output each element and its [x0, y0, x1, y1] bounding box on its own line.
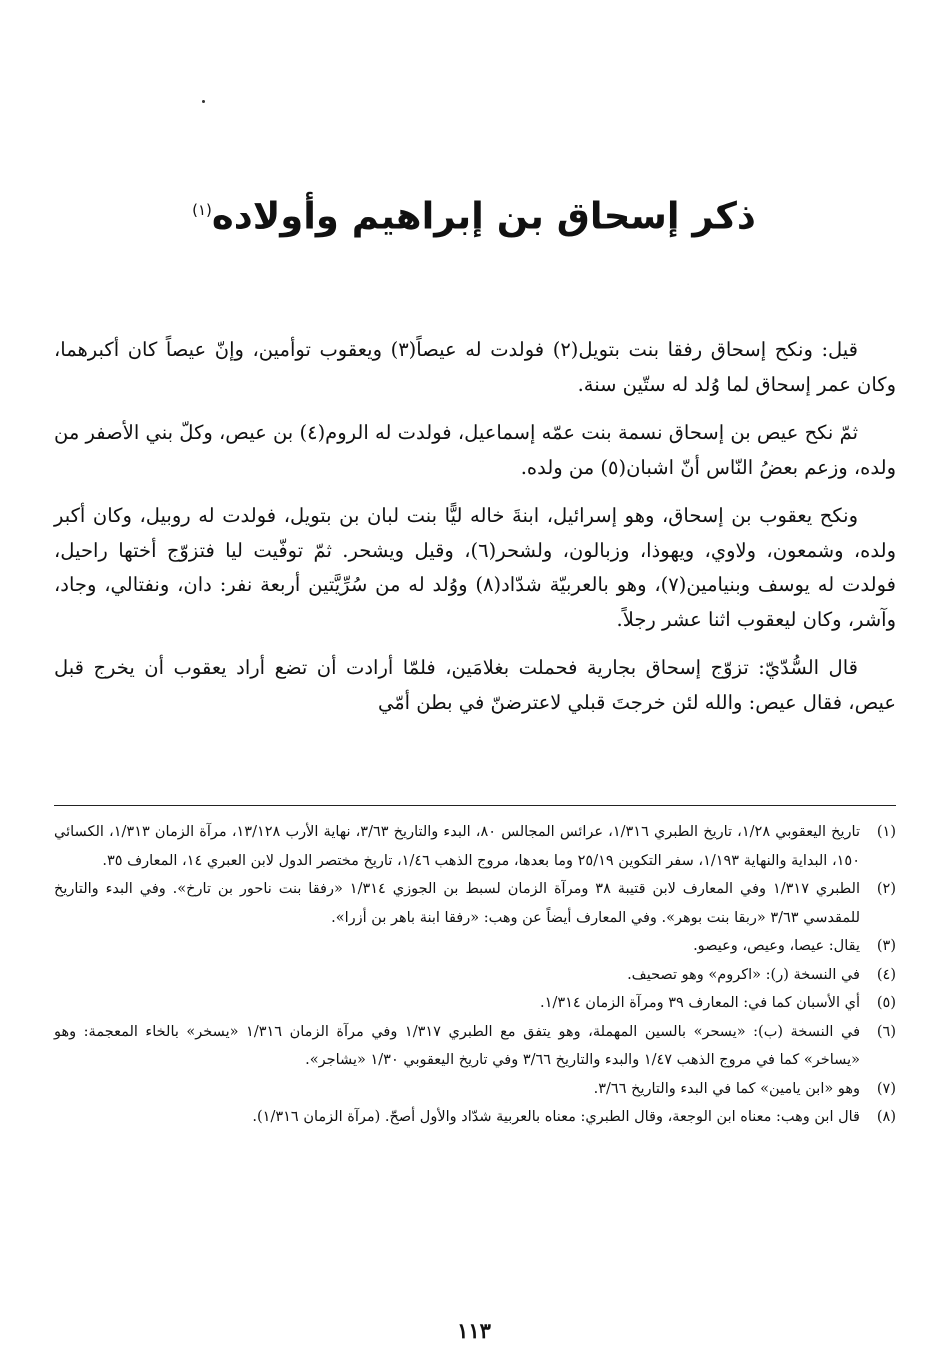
paragraph: قال السُّدّيّ: تزوّج إسحاق بجارية فحملت بغلامَين، فلمّا أرادت أن تضع أراد يعقوب أن يخرج قبل عيص، فقال عيص: والله لئن خرجتَ قبلي لاعترضنّ في بطن أمّي: [54, 656, 896, 714]
footnote: [54, 989, 896, 1018]
footnote-number: (٨): [876, 1109, 896, 1125]
footnote: [54, 818, 896, 875]
footnote-separator: [54, 805, 896, 806]
chapter-title: [60, 180, 888, 246]
footnote-text: في النسخة (ر): «اكروم» وهو تصحيف.: [627, 966, 860, 983]
title-footnote-ref: (١): [192, 201, 212, 219]
footnote-number: (٢): [876, 881, 896, 897]
footnote-number: (٤): [876, 966, 896, 983]
main-text: [54, 333, 896, 720]
footnote-number: (١): [876, 824, 896, 840]
footnote-number: (٦): [876, 1023, 896, 1040]
footnote: [54, 1103, 896, 1132]
footnote-text: قال ابن وهب: معناه ابن الوجعة، وقال الطبري: معناه بالعربية شدّاد والأول أصحّ. (مرآة الزمان ١/٣١٦).: [252, 1109, 860, 1125]
footnote-text: تاريخ اليعقوبي ١/٢٨، تاريخ الطبري ١/٣١٦، عرائس المجالس ٨٠، البدء والتاريخ ٣/٦٣، نهاية الأرب ١٣/١٢٨، مرآة الزمان ١/٣١٣، الكسائي ١٥٠، البداية والنهاية ١/١٩٣، سفر التكوين ٢٥/١٩ وما بعدها، مروج الذهب ١/٤٦، تاريخ مختصر الدول لابن العبري ١٤، المعارف ٣٥.: [54, 824, 860, 869]
ink-speck: [202, 100, 205, 103]
footnote-number: (٣): [876, 938, 896, 954]
footnote: [54, 1075, 896, 1104]
paragraph: قيل: ونكح إسحاق رفقا بنت بتويل(٢) فولدت له عيصاً(٣) ويعقوب توأمين، وإنّ عيصاً كان أكبرهما، وكان عمر إسحاق لما وُلد له ستّين سنة.: [54, 338, 896, 396]
footnote-number: (٥): [876, 995, 896, 1011]
footnotes: [54, 818, 896, 1132]
footnote: [54, 875, 896, 932]
page-number: ١١٣: [457, 1318, 491, 1343]
footnote: [54, 932, 896, 961]
footnote-text: وهو «ابن يامين» كما في البدء والتاريخ ٣/٦٦.: [593, 1080, 860, 1097]
footnote-text: أي الأسبان كما في: المعارف ٣٩ ومرآة الزمان ١/٣١٤.: [540, 995, 860, 1011]
chapter-title-text: ذكر إسحاق بن إبراهيم وأولاده: [211, 194, 756, 238]
footnote: [54, 1018, 896, 1075]
footnote-text: الطبري ١/٣١٧ وفي المعارف لابن قتيبة ٣٨ ومرآة الزمان لسبط بن الجوزي ١/٣١٤ «رفقا بنت ناحور بن تارخ». وفي البدء والتاريخ للمقدسي ٣/٦٣ «ربقا بنت بوهر». وفي المعارف أيضاً عن وهب: «رفقا ابنة باهر بن أزرا».: [54, 881, 860, 926]
footnote-number: (٧): [876, 1080, 896, 1097]
paragraph: ثمّ نكح عيص بن إسحاق نسمة بنت عمّه إسماعيل، فولدت له الروم(٤) بن عيص، وكلّ بني الأصفر من ولده، وزعم بعضُ النّاس أنّ اشبان(٥) من ولده.: [54, 421, 896, 479]
footnote-text: في النسخة (ب): «يسحر» بالسين المهملة، وهو يتفق مع الطبري ١/٣١٧ وفي مرآة الزمان ١/٣١٦ «يسخر» بالخاء المعجمة: وهو «يساخر» كما في مروج الذهب ١/٤٧ والبدء والتاريخ ٣/٦٦ وفي تاريخ اليعقوبي ١/٣٠ «يشاجر».: [54, 1023, 860, 1068]
footnote-text: يقال: عيصا، وعيص، وعيصو.: [693, 938, 860, 954]
paragraph: ونكح يعقوب بن إسحاق، وهو إسرائيل، ابنةَ خاله ليًّا بنت لبان بن بتويل، فولدت له روبيل، وكان أكبر ولده، وشمعون، ولاوي، ويهوذا، وزبالون، ولشحر(٦)، وقيل ويشحر. ثمّ توفّيت ليا فتزوّج أختها راحيل، فولدت له يوسف وبنيامين(٧)، وهو بالعربيّة شدّاد(٨) ووُلد له من سُرِّيَّتين أربعة نفر: دان، ونفتالي، وجاد، وآشر، وكان ليعقوب اثنا عشر رجلاً.: [54, 504, 896, 631]
footnote: [54, 961, 896, 990]
